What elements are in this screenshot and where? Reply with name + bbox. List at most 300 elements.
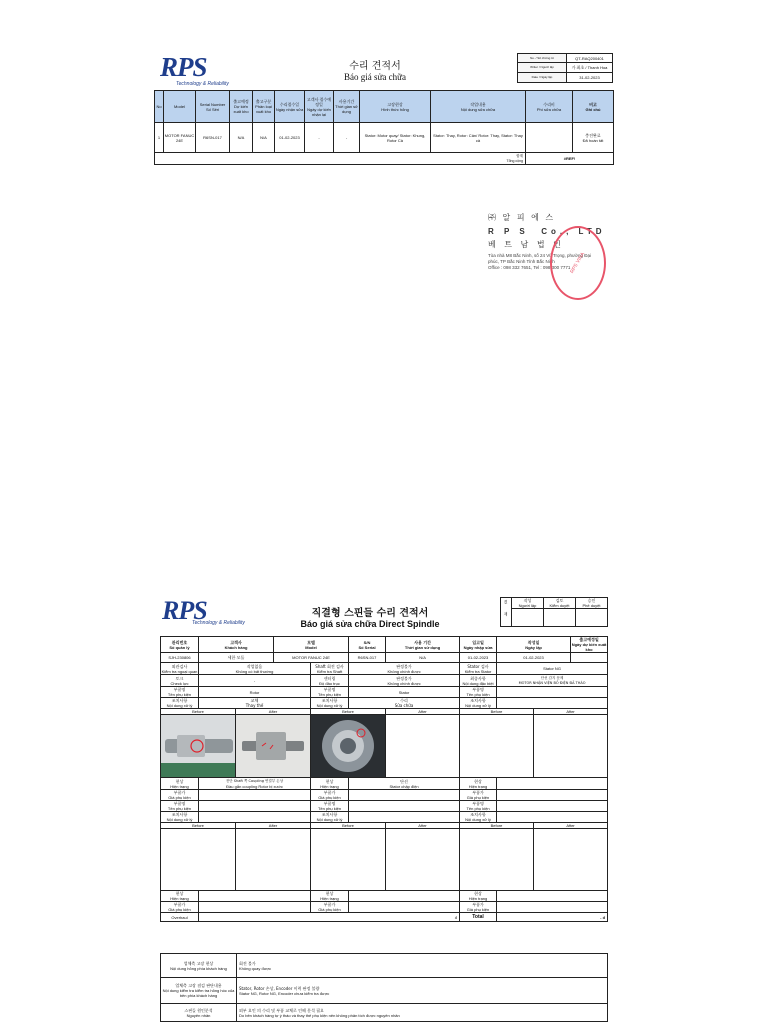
state-label (460, 778, 497, 790)
part-ko: 부품명 (323, 687, 336, 692)
check-value-vi: Không chính được (387, 668, 421, 674)
note-label (161, 954, 237, 978)
check-ko: 외관검사 (171, 663, 188, 669)
price-ko: 부품가 (323, 790, 336, 795)
price-value (199, 902, 311, 913)
state-row (161, 778, 608, 790)
part-label (311, 812, 349, 823)
check-value (349, 675, 460, 687)
cell-note: 충전완료 Đã hoàn tất (573, 123, 614, 153)
price-label (161, 790, 199, 801)
note-value (237, 978, 608, 1004)
part-vi: Nội dung xử lý (465, 703, 491, 708)
head-value: MOTOR FANUC 24E (274, 653, 349, 663)
head-ko: 고객사 (230, 639, 242, 645)
head-vi: Ngày dự kiến xuất kho (571, 642, 607, 652)
part-ko: 부품명 (323, 801, 336, 806)
quote1-header-row (155, 91, 614, 123)
state-value (497, 778, 608, 790)
part-action-row (161, 812, 608, 823)
state-ko: 현상 (474, 778, 482, 784)
state-value (349, 891, 460, 902)
part-value (497, 687, 608, 698)
stamp-line2: R P S Co., LTD (488, 227, 606, 236)
check-ko: 센터링 (323, 675, 336, 681)
check-vi: Kiểm tra ngoại quan (161, 668, 198, 674)
quote1-title (300, 57, 450, 82)
overhaul-value: đ (199, 913, 460, 922)
part-value (497, 698, 608, 709)
info-row (518, 54, 613, 63)
check-value: - (199, 675, 311, 687)
part-ko: 부품명 (173, 687, 186, 692)
check-ko: Shaft 회전 검사 (315, 663, 344, 669)
note-label (161, 978, 237, 1004)
state-label (161, 891, 199, 902)
approval-ko: 작성 (523, 598, 532, 603)
info-value: 31-02-2023 (567, 73, 613, 83)
col-header: 출고구분 Phân loại xuất kho (253, 91, 275, 123)
state-label (161, 778, 199, 790)
col-header: 사용기간 Thời gian sử dụng (334, 91, 360, 123)
seal-text: RPS VINA (569, 251, 587, 275)
part-value: Rotor (199, 687, 311, 698)
price-row (161, 790, 608, 801)
note-row (161, 1004, 608, 1022)
price-vi: Giá phụ kiện (318, 795, 341, 800)
head-label (497, 637, 571, 653)
red-seal (550, 226, 606, 300)
quote2-title-ko: 직결형 스핀들 수리 견적서 (311, 608, 429, 619)
total-row (155, 153, 614, 165)
price-ko: 부품가 (472, 790, 484, 795)
part-vi: Tên phụ kiện (317, 692, 342, 697)
after-label: After (534, 823, 608, 829)
head-vi: Khách hàng (224, 644, 248, 650)
price-value (349, 790, 460, 801)
part-value (497, 812, 608, 823)
rotor-before-photo (161, 715, 236, 778)
part-label (460, 812, 497, 823)
rotor-photo (161, 715, 236, 777)
state-vi: Hiện trạng (320, 783, 339, 789)
part-vi: Nội dung xử lý (316, 817, 343, 822)
state-value-vi: Đầu gắn coupling Rotor bị xước (226, 783, 283, 789)
check-value-vi: Không chính được (387, 680, 421, 686)
head-ko: 작성일 (527, 639, 540, 645)
check-vi: Nội dung đặc biệt (462, 680, 494, 686)
check-vi: Kiểm tra Shaft (316, 668, 343, 674)
blank-before-photo (460, 715, 534, 778)
check-value-ko: 판정불가 (396, 675, 412, 681)
part-value (199, 812, 311, 823)
part-value (349, 801, 460, 812)
check-value-ko: 작업없음 (246, 663, 263, 669)
part-vi: Nội dung xử lý (465, 817, 491, 822)
note-value (237, 1004, 608, 1022)
info-label: No. / Số chứng từ (518, 54, 567, 63)
head-vi: Số quản lý (169, 644, 190, 650)
state-vi: Hiện trạng (170, 896, 189, 901)
total-value: - đ (497, 913, 608, 922)
logo-tagline: Technology & Reliability (176, 81, 229, 87)
head-vi: Ngày lập (525, 644, 542, 650)
after-label: After (236, 709, 311, 715)
note-row (161, 954, 608, 978)
part-label (161, 801, 199, 812)
head-label (349, 637, 386, 653)
rps-logo: RPS (162, 596, 207, 625)
price-value (199, 790, 311, 801)
state-ko: 현상 (325, 891, 334, 896)
col-header: 작업내용 Nội dung sửa chữa (431, 91, 526, 123)
note-row (161, 978, 608, 1004)
part-vi: Tên phụ kiện (167, 692, 192, 697)
cell-return-date: - (305, 123, 334, 153)
before-label: Before (311, 709, 386, 715)
price-label (311, 790, 349, 801)
check-label (311, 675, 349, 687)
overhaul-label: Overhaul (161, 913, 199, 922)
note-label (161, 1004, 237, 1022)
state-ko: 현상 (474, 891, 482, 896)
part-vi: Tên phụ kiện (466, 806, 490, 811)
before-label: Before (161, 709, 236, 715)
quote1-main-table (154, 90, 614, 165)
price-label (161, 902, 199, 913)
head-ko: 모델 (307, 639, 315, 645)
head-value (571, 653, 608, 663)
state-vi: Hiện trạng (170, 783, 189, 789)
before-label: Before (460, 823, 534, 829)
part-label (161, 687, 199, 698)
logo-tagline: Technology & Reliability (192, 620, 245, 626)
signature-box (512, 609, 544, 627)
head-label (571, 637, 608, 653)
signature-box (544, 609, 576, 627)
check-value-vi: Không có bất thường (235, 668, 274, 674)
approval-header-row (501, 598, 608, 609)
note-value-ko: 회전 불가 (239, 960, 256, 966)
state-vi: Hiện trạng (320, 896, 339, 901)
approval-side: 결재 (501, 598, 512, 627)
price-vi: Giá phụ kiện (466, 795, 490, 800)
head-vi: Ngày nhập sửa (463, 644, 493, 650)
col-header: 고장현상 Hình thức hỏng (360, 91, 431, 123)
note-value-ko: Stator, Rotor 손상, Encoder 이력 판정 불량 (239, 985, 320, 991)
stator-before-photo (311, 715, 386, 778)
cell-ship-type: N/A (253, 123, 275, 153)
cell-no: 1 (155, 123, 164, 153)
check-ko: 최종사항 (470, 675, 486, 681)
part-ko: 조치사항 (171, 698, 188, 703)
cell-ship-plan: N/A (230, 123, 253, 153)
check-ko: 토크 (175, 675, 184, 681)
price-vi: Giá phụ kiện (168, 907, 191, 912)
state-row (161, 891, 608, 902)
stator-photo (311, 715, 386, 777)
part-value (199, 801, 311, 812)
part-ko: 조치사항 (321, 812, 338, 817)
col-header: 고객사 접수예정일 Ngày dự kiến nhận lại (305, 91, 334, 123)
price-vi: Giá phụ kiện (466, 907, 490, 912)
part-label (460, 698, 497, 709)
info-label: Date / Ngày lập (518, 73, 567, 83)
head-label (460, 637, 497, 653)
check-value: Stator NG (497, 663, 608, 675)
note-value-ko: 외부 요인 의 수리 및 부품 교체로 인해 분석 필요 (239, 1007, 324, 1013)
part-vi: Nội dung xử lý (166, 703, 193, 708)
check-label (161, 675, 199, 687)
note-value-vi: Stator NG, Rotor NG, Encoder chưa kiểm tra được (239, 990, 330, 996)
cell-model: MOTOR FANUC 24E (164, 123, 196, 153)
stamp-address: Tòa nhà M8 Bắc Ninh, số 24 Vũ Trọng, phường Đại phúc, TP Bắc Ninh Tỉnh Bắc Ninh (488, 253, 592, 264)
head-value: SJH-230806 (161, 653, 199, 663)
check-label (311, 663, 349, 675)
quote1-logo (160, 54, 250, 86)
part-vi: Tên phụ kiện (167, 806, 192, 811)
part-value: Stator (349, 687, 460, 698)
photo-row (161, 829, 608, 891)
total-value: #REF! (526, 153, 614, 165)
table-row (155, 123, 614, 153)
approval-vi: Kiểm duyệt (549, 603, 570, 608)
head-ko: 출고예정일 (579, 637, 599, 642)
rotor-photo (236, 715, 310, 777)
check-value: 단선 감지 문제 MOTOR NHẬN VIỆN BỎ ĐIỆN ĐÃ THÁO (497, 675, 608, 687)
head-value: 01-02-2023 (497, 653, 571, 663)
photo-row (161, 715, 608, 778)
before-label: Before (311, 823, 386, 829)
photo-cell (236, 829, 311, 891)
part-value: 교체 Thay thế (199, 698, 311, 709)
check-row (161, 675, 608, 687)
head-value: 01-02-2023 (460, 653, 497, 663)
check-value (199, 663, 311, 675)
before-label: Before (161, 823, 236, 829)
head-value: R6SN-017 (349, 653, 386, 663)
price-value (349, 902, 460, 913)
price-vi: Giá phụ kiện (318, 907, 341, 912)
check-label (161, 663, 199, 675)
state-value (199, 778, 311, 790)
note-ko: 스핀들 원인분석 (184, 1007, 213, 1013)
total-label: Total (460, 913, 497, 922)
state-value-ko: 단선 (400, 778, 408, 784)
price-ko: 부품가 (173, 790, 186, 795)
approval-ko: 승인 (587, 598, 596, 603)
overhaul-row (161, 913, 608, 922)
quote2-notes-table (160, 953, 608, 1022)
col-header: Serial Number Số Sêri (196, 91, 230, 123)
photo-cell (386, 829, 460, 891)
part-ko: 조치사항 (470, 698, 486, 703)
total-label: 합계 Tổng cộng (155, 153, 526, 165)
stator-after-photo (386, 715, 460, 778)
head-ko: 관리번호 (171, 639, 188, 645)
note-ko: 업체측 고장 점검 판단내용 (175, 983, 222, 988)
col-header: 비고 Ghi chú (573, 91, 614, 123)
quote1-title-ko: 수리 견적서 (349, 61, 401, 72)
note-vi: Nội dung kiểm tra kiểm tra hỏng hóc của bên phía khách hàng (162, 988, 235, 998)
after-label: After (534, 709, 608, 715)
approval-vi: Người lập (518, 603, 537, 608)
head-value: 세한 모듈 (199, 653, 274, 663)
state-label (460, 891, 497, 902)
part-label (311, 687, 349, 698)
company-stamp (488, 212, 608, 302)
after-label: After (386, 823, 460, 829)
price-value (497, 902, 608, 913)
cell-serial: R6SN-017 (196, 123, 230, 153)
part-ko: 부품명 (472, 687, 484, 692)
col-header: Model (164, 91, 196, 123)
approval-col (544, 598, 576, 609)
signature-box (576, 609, 608, 627)
check-label (460, 675, 497, 687)
price-value (497, 790, 608, 801)
stamp-line3: 베 트 남 법 인 (488, 240, 564, 249)
check-value (349, 663, 460, 675)
price-ko: 부품가 (173, 902, 186, 907)
part-action-row (161, 698, 608, 709)
approval-col (512, 598, 544, 609)
part-ko: 조치사항 (171, 812, 188, 817)
state-ko: 현상 (175, 778, 184, 784)
after-label: After (236, 823, 311, 829)
quote2-main-table (160, 636, 608, 922)
approval-table (500, 597, 608, 627)
state-value (349, 778, 460, 790)
col-header: 출고예정 Dự kiến xuất kho (230, 91, 253, 123)
quote2-logo (162, 598, 252, 628)
check-ko: Stator 검사 (467, 663, 489, 669)
quote2-head-values (161, 653, 608, 663)
state-vi: Hiện trạng (468, 896, 488, 901)
state-ko: 현상 (175, 891, 184, 896)
quote2-title (290, 604, 450, 629)
note-ko: 업체측 고장 현상 (183, 960, 214, 966)
approval-col (576, 598, 608, 609)
part-vi: Tên phụ kiện (317, 806, 342, 811)
check-vi: Kiểm tra Stator (464, 668, 492, 674)
cell-fee (526, 123, 573, 153)
photo-cell (161, 829, 236, 891)
head-ko: 입고일 (472, 639, 484, 645)
photo-cell (534, 829, 608, 891)
head-label (386, 637, 460, 653)
approval-ko: 검토 (555, 598, 564, 603)
cell-usage: - (334, 123, 360, 153)
state-ko: 현상 (325, 778, 334, 784)
part-label (460, 687, 497, 698)
info-value: QT-RAQ200401 (567, 54, 613, 63)
col-header: No (155, 91, 164, 123)
state-value (497, 891, 608, 902)
part-label (460, 801, 497, 812)
info-label: Writer / Người lập (518, 63, 567, 73)
part-name-row (161, 801, 608, 812)
state-label (311, 778, 349, 790)
note-vi: Nội dung hỏng phía khách hàng (170, 965, 227, 971)
part-vi: Nội dung xử lý (316, 703, 343, 708)
price-row (161, 902, 608, 913)
head-label (161, 637, 199, 653)
part-vi: Nội dung xử lý (166, 817, 193, 822)
part-ko: 조치사항 (470, 812, 486, 817)
check-vi: Độ đảo trục (319, 680, 340, 686)
part-ko: 부품명 (472, 801, 484, 806)
note-value (237, 954, 608, 978)
part-value: 수리 Sửa chữa (349, 698, 460, 709)
state-value-vi: Stator chập điện (389, 783, 419, 789)
state-value (199, 891, 311, 902)
price-label (311, 902, 349, 913)
part-label (161, 812, 199, 823)
stamp-line1: ㈜ 알 피 에 스 (488, 213, 556, 222)
note-value-vi: Không quay được (239, 965, 271, 971)
part-value (497, 801, 608, 812)
head-label (199, 637, 274, 653)
note-vi: Nguyên nhân (186, 1012, 211, 1018)
blank-after-photo (534, 715, 608, 778)
check-value-ko: 판정불가 (396, 663, 412, 669)
photo-cell (460, 829, 534, 891)
head-vi: Model (305, 644, 317, 650)
state-label (311, 891, 349, 902)
info-row (518, 73, 613, 83)
col-header: 수리접수일 Ngày nhận sửa (275, 91, 305, 123)
col-header: 수리비 Phí sửa chữa (526, 91, 573, 123)
part-label (161, 698, 199, 709)
cell-work: Stator: Thay, Rotor: Cân/ Rotor: Thay, Stator: Thay cả (431, 123, 526, 153)
check-row (161, 663, 608, 675)
before-label: Before (460, 709, 534, 715)
photo-cell (311, 829, 386, 891)
part-label (311, 801, 349, 812)
approval-sign-row (501, 609, 608, 627)
head-vi: Số Serial (358, 644, 376, 650)
price-ko: 부품가 (323, 902, 336, 907)
part-vi: Tên phụ kiện (466, 692, 490, 697)
head-value: N/A (386, 653, 460, 663)
head-label (274, 637, 349, 653)
rotor-after-photo (236, 715, 311, 778)
part-name-row (161, 687, 608, 698)
info-row (518, 63, 613, 73)
approval-vi: Phê duyệt (582, 603, 601, 608)
price-vi: Giá phụ kiện (168, 795, 191, 800)
note-value-vi: Do bên khách hàng tự ý tháo và thay thế phụ kiện nên không phân tích được nguyên nhân (239, 1012, 400, 1018)
part-label (311, 698, 349, 709)
info-value: 가 최초 / Thanh Hoa (567, 63, 613, 73)
head-ko: 사용 기간 (414, 639, 431, 645)
part-ko: 부품명 (173, 801, 186, 806)
cell-failure: Stator: Motor quay/ Stator: Khung, Rotor Cả (360, 123, 431, 153)
stamp-office: Office : 098 332 7651, Tel : 098 300 7771 (488, 265, 571, 270)
price-label (460, 902, 497, 913)
head-ko: S/N (363, 639, 371, 645)
after-label: After (386, 709, 460, 715)
state-vi: Hiện trạng (468, 783, 488, 789)
check-label (460, 663, 497, 675)
state-value-ko: 전단 Shaft 쪽 Coupling 연결부 손상 (225, 778, 284, 783)
price-label (460, 790, 497, 801)
rps-logo: RPS (160, 52, 207, 82)
part-ko: 조치사항 (321, 698, 338, 703)
price-ko: 부품가 (472, 902, 484, 907)
check-vi: Check lực (170, 680, 189, 686)
